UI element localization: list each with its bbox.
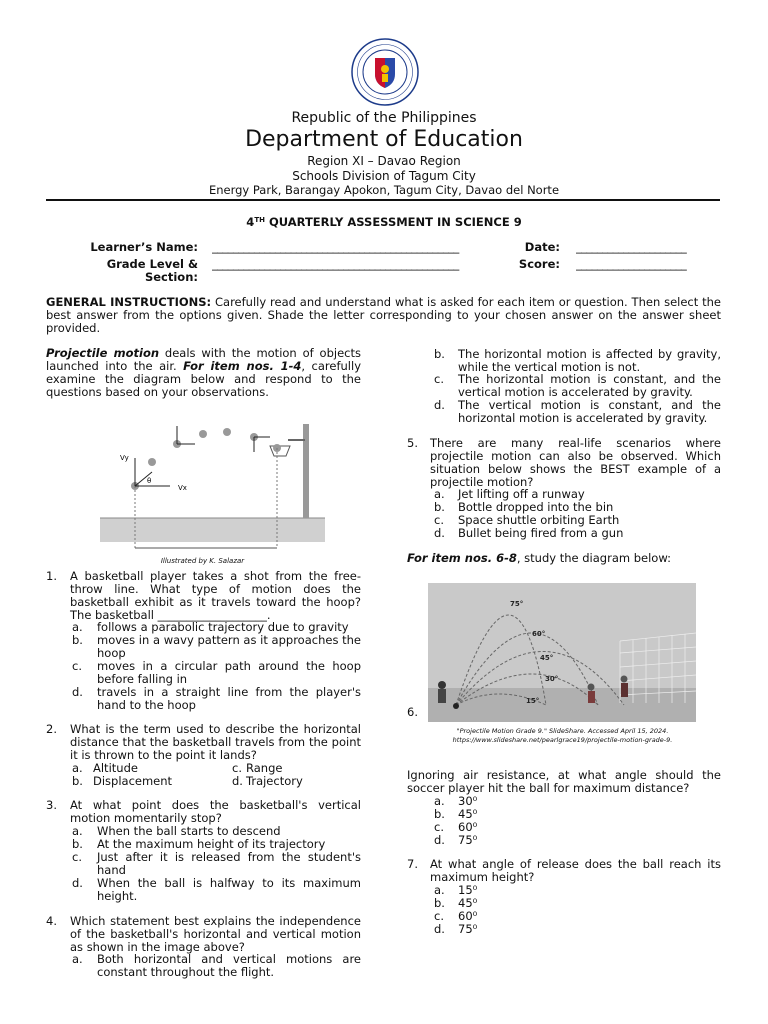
option-letter: b. [72, 633, 83, 647]
grade-level-label: Grade Level & [106, 257, 198, 271]
option-text[interactable]: Just after it is released from the student's hand [97, 850, 361, 877]
angle-label-15: 15° [526, 697, 540, 705]
division-line: Schools Division of Tagum City [292, 169, 476, 183]
option-text[interactable]: Jet lifting off a runway [458, 487, 585, 501]
option-text[interactable]: 45⁰ [458, 896, 478, 910]
option-text[interactable]: When the ball is halfway to its maximum height. [97, 876, 361, 903]
question-text: A basketball player takes a shot from the free-throw line. What type of motion does the basketball exhibit as it travels toward the hoop? The basketball ___________________. [70, 569, 361, 622]
option-letter: a. [72, 620, 83, 634]
option-text[interactable]: Range [246, 761, 283, 775]
option-letter: a. [72, 952, 83, 966]
soccer-angle-diagram [428, 583, 696, 722]
angle-label-45: 45° [540, 654, 554, 662]
option-text[interactable]: Space shuttle orbiting Earth [458, 513, 620, 527]
date-label: Date: [524, 240, 560, 254]
option-text[interactable]: 75⁰ [458, 833, 478, 847]
date-field[interactable]: _____________________ [576, 241, 687, 254]
option-text[interactable]: 60⁰ [458, 909, 478, 923]
option-text[interactable]: 15⁰ [458, 883, 478, 897]
option-text[interactable]: 75⁰ [458, 922, 478, 936]
learner-name-field[interactable]: _______________________________________________ [212, 241, 459, 254]
question-text: At what angle of release does the ball reach its maximum height? [430, 857, 721, 884]
option-letter: b. [72, 774, 83, 788]
question-text: Which statement best explains the independence of the basketball's horizontal and vertical motion as shown in the image above? [70, 914, 361, 954]
option-text[interactable]: Bullet being fired from a gun [458, 526, 624, 540]
option-text[interactable]: travels in a straight line from the player's hand to the hoop [97, 685, 361, 712]
option-letter: b. [434, 347, 445, 361]
option-text[interactable]: follows a parabolic trajectory due to gravity [97, 620, 349, 634]
option-text[interactable]: moves in a circular path around the hoop before falling in [97, 659, 361, 686]
learner-name-label: Learner’s Name: [90, 240, 198, 254]
items-6-8-instruction: For item nos. 6-8, study the diagram below: [407, 551, 671, 565]
vx-label: Vx [178, 484, 187, 492]
option-text[interactable]: At the maximum height of its trajectory [97, 837, 326, 851]
option-text[interactable]: The vertical motion is constant, and the horizontal motion is accelerated by gravity. [458, 398, 721, 425]
option-letter: d. [434, 398, 445, 412]
option-letter: a. [72, 761, 83, 775]
option-text[interactable]: Bottle dropped into the bin [458, 500, 614, 514]
option-text[interactable]: The horizontal motion is constant, and the vertical motion is accelerated by gravity. [458, 372, 721, 399]
option-letter: a. [434, 883, 445, 897]
question-number: 5. [407, 436, 418, 450]
angle-label-60: 60° [532, 630, 546, 638]
option-text[interactable]: 45⁰ [458, 807, 478, 821]
section-label: Section: [144, 270, 198, 284]
option-text[interactable]: When the ball starts to descend [97, 824, 281, 838]
option-letter: d. [72, 876, 83, 890]
score-label: Score: [518, 257, 560, 271]
option-text[interactable]: 60⁰ [458, 820, 478, 834]
intro-paragraph: Projectile motion deals with the motion of objects launched into the air. For item nos. 1-4, carefully examine the diagram below and respond to the questions based on your observations. [46, 346, 361, 399]
vy-label: Vy [120, 454, 129, 462]
general-instructions: GENERAL INSTRUCTIONS: Carefully read and understand what is asked for each item or question. Then select the best answer from the options given. Shade the letter corresponding to your chosen answer on the answer sheet provided. [46, 295, 721, 335]
option-letter: d. [232, 774, 243, 788]
header-divider [46, 199, 720, 201]
question-number: 3. [46, 798, 57, 812]
option-letter: b. [72, 837, 83, 851]
score-field[interactable]: _____________________ [576, 258, 687, 271]
option-text[interactable]: Displacement [93, 774, 173, 788]
address-line: Energy Park, Barangay Apokon, Tagum City, Davao del Norte [208, 183, 560, 197]
option-letter: c. [232, 761, 242, 775]
question-number: 4. [46, 914, 57, 928]
question-number: 1. [46, 569, 57, 583]
option-text[interactable]: 30⁰ [458, 794, 478, 808]
angle-label-75: 75° [510, 600, 524, 608]
option-letter: c. [434, 513, 444, 527]
angle-label-30: 30° [545, 675, 559, 683]
figure2-caption-1: "Projectile Motion Grade 9." SlideShare. Accessed April 15, 2024. [456, 727, 669, 735]
figure2-caption-2: https://www.slideshare.net/pearlgrace19/projectile-motion-grade-9. [452, 736, 673, 744]
question-number: 7. [407, 857, 418, 871]
region-line: Region XI – Davao Region [307, 154, 461, 168]
deped-seal-logo [351, 38, 419, 106]
department-title: Department of Education [245, 127, 523, 152]
question-number: 2. [46, 722, 57, 736]
option-letter: c. [72, 850, 82, 864]
option-text[interactable]: The horizontal motion is affected by gravity, while the vertical motion is not. [458, 347, 721, 374]
assessment-title: 4TH QUARTERLY ASSESSMENT IN SCIENCE 9 [246, 215, 522, 229]
figure1-caption: Illustrated by K. Salazar [160, 557, 245, 565]
option-letter: c. [434, 909, 444, 923]
basketball-diagram [100, 410, 325, 568]
option-letter: b. [434, 896, 445, 910]
option-text[interactable]: Trajectory [246, 774, 303, 788]
option-letter: b. [434, 807, 445, 821]
republic-line: Republic of the Philippines [291, 110, 477, 126]
question-text: What is the term used to describe the horizontal distance that the basketball travels from the point it is thrown to the point it lands? [70, 722, 361, 762]
option-letter: c. [434, 372, 444, 386]
option-text[interactable]: moves in a wavy pattern as it approaches the hoop [97, 633, 361, 660]
question-text: At what point does the basketball's vertical motion momentarily stop? [70, 798, 361, 825]
option-letter: a. [434, 794, 445, 808]
option-letter: c. [434, 820, 444, 834]
option-letter: b. [434, 500, 445, 514]
option-letter: a. [72, 824, 83, 838]
option-letter: d. [434, 922, 445, 936]
option-letter: a. [434, 487, 445, 501]
option-text[interactable]: Altitude [93, 761, 138, 775]
option-letter: d. [434, 526, 445, 540]
question-text: There are many real-life scenarios where projectile motion can also be observed. Which situation below shows the BEST example of a projectile motion? [430, 436, 721, 489]
grade-section-field[interactable]: _______________________________________________ [212, 258, 459, 271]
option-letter: d. [434, 833, 445, 847]
q6-number: 6. [407, 705, 418, 719]
theta-label: θ [147, 477, 152, 485]
question-text: Ignoring air resistance, at what angle should the soccer player hit the ball for maximum distance? [407, 768, 721, 795]
option-letter: d. [72, 685, 83, 699]
option-letter: c. [72, 659, 82, 673]
option-text[interactable]: Both horizontal and vertical motions are constant throughout the flight. [97, 952, 361, 979]
